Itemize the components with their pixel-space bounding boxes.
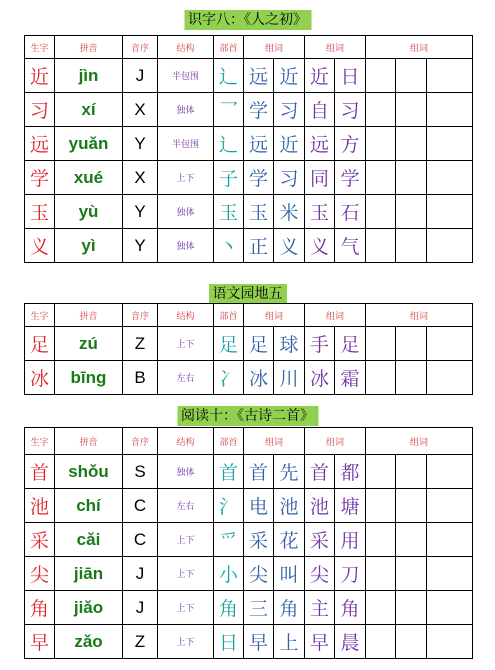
blank-cell — [396, 93, 427, 127]
structure: 独体 — [158, 195, 214, 229]
blank-cell — [427, 327, 473, 361]
header-words-2: 组词 — [305, 428, 366, 455]
phonetic-order: J — [123, 59, 158, 93]
word2-char1: 玉 — [305, 195, 335, 229]
table-row — [25, 489, 473, 523]
header-words-2: 组词 — [305, 36, 366, 59]
word1-char2: 花 — [274, 523, 305, 557]
blank-cell — [366, 93, 396, 127]
word2-char2: 霜 — [335, 361, 366, 395]
radical: 辶 — [214, 127, 244, 161]
header-words-1: 组词 — [244, 428, 305, 455]
blank-cell — [366, 229, 396, 263]
header-pinyin: 拼音 — [55, 428, 123, 455]
blank-cell — [366, 195, 396, 229]
blank-cell — [427, 625, 473, 659]
blank-cell — [396, 229, 427, 263]
header-radical: 部首 — [214, 36, 244, 59]
pinyin: yù — [55, 195, 123, 229]
pinyin: jìn — [55, 59, 123, 93]
radical: 丶 — [214, 229, 244, 263]
blank-cell — [366, 557, 396, 591]
phonetic-order: Z — [123, 625, 158, 659]
structure: 左右 — [158, 361, 214, 395]
table-row — [25, 229, 473, 263]
phonetic-order: Z — [123, 327, 158, 361]
new-character: 尖 — [25, 557, 55, 591]
blank-cell — [427, 161, 473, 195]
character-table — [24, 35, 473, 263]
radical: 乛 — [214, 93, 244, 127]
word1-char2: 义 — [274, 229, 305, 263]
word2-char2: 都 — [335, 455, 366, 489]
word2-char1: 尖 — [305, 557, 335, 591]
pinyin: jiǎo — [55, 591, 123, 625]
word1-char1: 学 — [244, 93, 274, 127]
new-character: 近 — [25, 59, 55, 93]
blank-cell — [366, 59, 396, 93]
blank-cell — [366, 455, 396, 489]
word1-char1: 学 — [244, 161, 274, 195]
structure: 上下 — [158, 161, 214, 195]
word1-char2: 上 — [274, 625, 305, 659]
new-character: 远 — [25, 127, 55, 161]
header-order: 音序 — [123, 36, 158, 59]
blank-cell — [396, 557, 427, 591]
blank-cell — [366, 523, 396, 557]
table-row — [25, 327, 473, 361]
header-char: 生字 — [25, 36, 55, 59]
word1-char2: 近 — [274, 59, 305, 93]
header-words-3: 组词 — [366, 36, 473, 59]
word2-char1: 远 — [305, 127, 335, 161]
word1-char2: 米 — [274, 195, 305, 229]
word1-char2: 池 — [274, 489, 305, 523]
word1-char1: 足 — [244, 327, 274, 361]
pinyin: yì — [55, 229, 123, 263]
blank-cell — [396, 161, 427, 195]
structure: 半包围 — [158, 59, 214, 93]
phonetic-order: J — [123, 557, 158, 591]
header-char: 生字 — [25, 428, 55, 455]
word1-char1: 早 — [244, 625, 274, 659]
word2-char2: 晨 — [335, 625, 366, 659]
radical: 角 — [214, 591, 244, 625]
table-row — [25, 591, 473, 625]
structure: 上下 — [158, 327, 214, 361]
word2-char2: 刀 — [335, 557, 366, 591]
word1-char1: 远 — [244, 59, 274, 93]
blank-cell — [427, 93, 473, 127]
phonetic-order: S — [123, 455, 158, 489]
word2-char1: 池 — [305, 489, 335, 523]
table-row — [25, 455, 473, 489]
header-char: 生字 — [25, 304, 55, 327]
word1-char2: 角 — [274, 591, 305, 625]
header-radical: 部首 — [214, 304, 244, 327]
word1-char1: 冰 — [244, 361, 274, 395]
word1-char1: 远 — [244, 127, 274, 161]
new-character: 采 — [25, 523, 55, 557]
blank-cell — [427, 557, 473, 591]
radical: 首 — [214, 455, 244, 489]
table-row — [25, 161, 473, 195]
new-character: 习 — [25, 93, 55, 127]
structure: 左右 — [158, 489, 214, 523]
blank-cell — [396, 327, 427, 361]
blank-cell — [366, 361, 396, 395]
word1-char2: 先 — [274, 455, 305, 489]
blank-cell — [366, 625, 396, 659]
blank-cell — [396, 591, 427, 625]
blank-cell — [427, 455, 473, 489]
phonetic-order: Y — [123, 229, 158, 263]
new-character: 义 — [25, 229, 55, 263]
pinyin: zú — [55, 327, 123, 361]
header-structure: 结构 — [158, 36, 214, 59]
phonetic-order: C — [123, 489, 158, 523]
radical: 辶 — [214, 59, 244, 93]
pinyin: yuǎn — [55, 127, 123, 161]
blank-cell — [427, 489, 473, 523]
word2-char2: 气 — [335, 229, 366, 263]
table-row — [25, 523, 473, 557]
new-character: 学 — [25, 161, 55, 195]
blank-cell — [427, 523, 473, 557]
blank-cell — [427, 591, 473, 625]
section-title: 语文园地五 — [209, 284, 287, 304]
header-row — [25, 428, 473, 455]
phonetic-order: Y — [123, 195, 158, 229]
word1-char1: 首 — [244, 455, 274, 489]
word1-char2: 球 — [274, 327, 305, 361]
new-character: 首 — [25, 455, 55, 489]
header-structure: 结构 — [158, 304, 214, 327]
word2-char1: 同 — [305, 161, 335, 195]
section-title: 识字八：《人之初》 — [184, 10, 311, 30]
blank-cell — [366, 489, 396, 523]
header-pinyin: 拼音 — [55, 36, 123, 59]
blank-cell — [427, 195, 473, 229]
table-row — [25, 93, 473, 127]
header-radical: 部首 — [214, 428, 244, 455]
word1-char1: 玉 — [244, 195, 274, 229]
radical: 冫 — [214, 361, 244, 395]
blank-cell — [366, 591, 396, 625]
header-words-1: 组词 — [244, 304, 305, 327]
blank-cell — [427, 59, 473, 93]
blank-cell — [396, 127, 427, 161]
header-structure: 结构 — [158, 428, 214, 455]
new-character: 玉 — [25, 195, 55, 229]
structure: 独体 — [158, 93, 214, 127]
structure: 独体 — [158, 229, 214, 263]
word1-char2: 川 — [274, 361, 305, 395]
word2-char1: 近 — [305, 59, 335, 93]
word1-char2: 近 — [274, 127, 305, 161]
word2-char2: 方 — [335, 127, 366, 161]
word2-char1: 采 — [305, 523, 335, 557]
structure: 上下 — [158, 557, 214, 591]
word1-char2: 习 — [274, 161, 305, 195]
word2-char2: 塘 — [335, 489, 366, 523]
new-character: 冰 — [25, 361, 55, 395]
radical: 玉 — [214, 195, 244, 229]
header-order: 音序 — [123, 428, 158, 455]
blank-cell — [396, 59, 427, 93]
pinyin: zǎo — [55, 625, 123, 659]
blank-cell — [366, 127, 396, 161]
phonetic-order: B — [123, 361, 158, 395]
pinyin: cǎi — [55, 523, 123, 557]
section-title: 阅读十：《古诗二首》 — [177, 406, 318, 426]
word2-char1: 自 — [305, 93, 335, 127]
word1-char2: 叫 — [274, 557, 305, 591]
pinyin: jiān — [55, 557, 123, 591]
word2-char1: 早 — [305, 625, 335, 659]
word1-char1: 采 — [244, 523, 274, 557]
header-order: 音序 — [123, 304, 158, 327]
header-words-1: 组词 — [244, 36, 305, 59]
pinyin: shǒu — [55, 455, 123, 489]
word1-char1: 尖 — [244, 557, 274, 591]
blank-cell — [427, 127, 473, 161]
radical: 子 — [214, 161, 244, 195]
header-row — [25, 36, 473, 59]
pinyin: chí — [55, 489, 123, 523]
structure: 独体 — [158, 455, 214, 489]
word1-char1: 电 — [244, 489, 274, 523]
radical: 日 — [214, 625, 244, 659]
structure: 上下 — [158, 625, 214, 659]
word2-char1: 义 — [305, 229, 335, 263]
phonetic-order: C — [123, 523, 158, 557]
phonetic-order: X — [123, 161, 158, 195]
word2-char2: 学 — [335, 161, 366, 195]
blank-cell — [396, 455, 427, 489]
table-row — [25, 361, 473, 395]
word2-char2: 习 — [335, 93, 366, 127]
phonetic-order: Y — [123, 127, 158, 161]
header-words-3: 组词 — [366, 428, 473, 455]
blank-cell — [396, 523, 427, 557]
character-table — [24, 303, 473, 395]
radical: 爫 — [214, 523, 244, 557]
structure: 上下 — [158, 523, 214, 557]
phonetic-order: J — [123, 591, 158, 625]
word2-char1: 首 — [305, 455, 335, 489]
structure: 上下 — [158, 591, 214, 625]
pinyin: xué — [55, 161, 123, 195]
word1-char1: 三 — [244, 591, 274, 625]
pinyin: bīng — [55, 361, 123, 395]
header-pinyin: 拼音 — [55, 304, 123, 327]
blank-cell — [427, 229, 473, 263]
word2-char2: 石 — [335, 195, 366, 229]
table-row — [25, 625, 473, 659]
new-character: 足 — [25, 327, 55, 361]
structure: 半包围 — [158, 127, 214, 161]
blank-cell — [396, 625, 427, 659]
table-row — [25, 127, 473, 161]
header-row — [25, 304, 473, 327]
word1-char2: 习 — [274, 93, 305, 127]
word2-char2: 足 — [335, 327, 366, 361]
table-row — [25, 195, 473, 229]
radical: 小 — [214, 557, 244, 591]
blank-cell — [366, 161, 396, 195]
blank-cell — [396, 489, 427, 523]
header-words-3: 组词 — [366, 304, 473, 327]
word2-char1: 主 — [305, 591, 335, 625]
character-table — [24, 427, 473, 659]
table-row — [25, 59, 473, 93]
new-character: 池 — [25, 489, 55, 523]
blank-cell — [396, 361, 427, 395]
word2-char2: 角 — [335, 591, 366, 625]
word2-char1: 冰 — [305, 361, 335, 395]
table-row — [25, 557, 473, 591]
header-words-2: 组词 — [305, 304, 366, 327]
pinyin: xí — [55, 93, 123, 127]
new-character: 早 — [25, 625, 55, 659]
word2-char1: 手 — [305, 327, 335, 361]
word2-char2: 日 — [335, 59, 366, 93]
radical: 氵 — [214, 489, 244, 523]
blank-cell — [396, 195, 427, 229]
blank-cell — [427, 361, 473, 395]
phonetic-order: X — [123, 93, 158, 127]
blank-cell — [366, 327, 396, 361]
radical: 足 — [214, 327, 244, 361]
word1-char1: 正 — [244, 229, 274, 263]
word2-char2: 用 — [335, 523, 366, 557]
new-character: 角 — [25, 591, 55, 625]
